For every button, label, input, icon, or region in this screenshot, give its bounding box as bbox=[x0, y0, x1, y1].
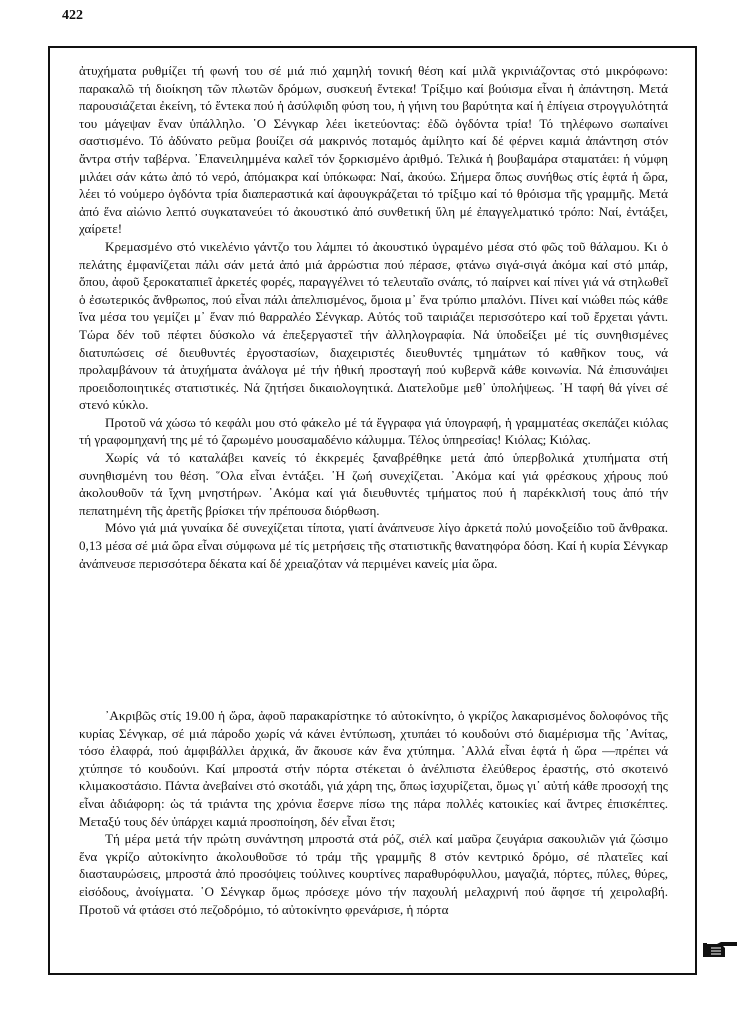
text-section-1 bbox=[79, 62, 668, 572]
paragraph: Χωρίς νά τό καταλάβει κανείς τό ἐκκρεμές ξαναβρέθηκε μετά ἀπό ὑπερβολικά χτυπήματα στή συνηθισμένη του θέση. ῞Ολα εἶναι ἐντάξει. ῾Η ζωή συνεχίζεται. ᾽Ακόμα καί γιά φρέσκους χήρους πού ἀκολουθοῦν τά ἴχνη μνηστήρων. ᾽Ακόμα καί γιά διευθυντές τμήματος πού ἡ παρέκκλισή τους ἀπό τήν πεπατημένη τῆς ἀρετῆς βρίσκει τήν πρέπουσα διόρθωση. bbox=[79, 450, 668, 518]
paragraph: Τή μέρα μετά τήν πρώτη συνάντηση μπροστά στά ρόζ, σιέλ καί μαῦρα ζευγάρια σακουλιῶν γιά ζώσιμο ἕνα γκρίζο αὐτοκίνητο ἀκολουθοῦσε τό τράμ τῆς γραμμῆς 8 στόν κεντρικό δρόμο, σέ πλατεῖες καί διασταυρώσεις, μπροστά ἀπό προσόψεις τούλινες κουρτίνες παραθυρόφυλλου, μαγαζιά, πόρτες, πύλες, θύρες, εἰσόδους, ἀνοίγματα. ῾Ο Σένγκαρ ὅμως πρόσεχε μόνο τήν παχουλή μελαχρινή πού ἄφησε τή χειρολαβή. Προτοῦ νά φτάσει στό πεζοδρόμιο, τό αὐτοκίνητο φρενάρισε, ἡ πόρτα bbox=[79, 831, 668, 917]
paragraph: ἀτυχήματα ρυθμίζει τή φωνή του σέ μιά πιό χαμηλή τονική θέση καί μιλᾶ γκρινιάζοντας στό μικρόφωνο: παρακαλῶ τή διοίκηση τῶν πλωτῶν δρόμων, συσκευή ἕντεκα! Τρίξιμο καί βούισμα εἶναι ἡ ἀπάντηση. Μετά παρουσιάζεται ἐκείνη, τό ἕντεκα πού ἡ ἀσύλφιδη φύση του, ἡ γήινη του βαρύτητα καί ἡ ἐπίγεια στρογγυλότητά του μάγεψαν ἕναν ὑπάλληλο. ῾Ο Σένγκαρ λέει ἱκετεύοντας: ἐδῶ ὀγδόντα τρία! Τό τηλέφωνο σωπαίνει σαστισμένο. Τό ἀδύνατο ρεῦμα βουίζει σά μακρινός ποταμός ἀμίλητο καί δέ φέρνει καμιά ἀπάντηση στόν ἄντρα στήν ταβέρνα. ᾽Επανειλημμένα καλεῖ τόν ξορκισμένο ἀριθμό. Τελικά ἡ βουβαμάρα σταματάει: ἡ νύμφη μιλάει σάν κάτω ἀπό τό νερό, ἀπόμακρα καί ὑπόκωφα: Ναί, ἀκούω. Σήμερα ὅπως συνήθως στίς ἑφτά ἡ ὥρα, λέει τό νούμερο ὀγδόντα τρία διαπεραστικά καί ἀφουγκράζεται τό τρίξιμο καί τό θρόισμα τῆς γραμμῆς. Μετά ἀπό ἕνα αἰώνιο λεπτό συγκατανεύει τό ἀκουστικό ἀπό συνθετική ὕλη μέ ἐπαγγελματικό τρόπο: Ναί, ἐντάξει, χαίρετε! bbox=[79, 63, 668, 237]
paragraph: Κρεμασμένο στό νικελένιο γάντζο του λάμπει τό ἀκουστικό ὑγραμένο μέσα στό φῶς τοῦ θάλαμου. Κι ὁ πελάτης ἐμφανίζεται πάλι σάν μετά ἀπό μιά ἀρρώστια πού πέρασε, φτάνω σιγά-σιγά ἀκόμα καί στό μπάρ, ὅπου, ἀφοῦ ξεροκαταπιεῖ ἀρκετές φορές, παραγγέλνει τό τελευταῖο σνάπς, τό παίρνει καί πίνει γιά νά στηλωθεῖ ὁ ἐσωτερικός ἄνθρωπος, πού εἶναι πάλι ἀπελπισμένος, ὅμοια μ᾽ ἕνα τρύπιο μπαλόνι. Πίνει καί νιώθει πώς κάθε ἴνα μέσα του γεμίζει μ᾽ ἕναν πιό θαρραλέο Σένγκαρ. Αὐτός τοῦ ταιριάζει περισσότερο καί τοῦ ἔρχεται γάντι. Τώρα δέν τοῦ πέφτει δύσκολο νά ἐπεξεργαστεῖ τήν ἀλληλογραφία. Νά ὑποδείξει μέ τίς συνηθισμένες διατυπώσεις σέ διευθυντές ἐργοστασίων, διαχειριστές διευθυντές τμημάτων τό καθῆκον τους, νά προλαμβάνουν τά ἀτυχήματα ἀνάλογα μέ τήν ἠθική προσταγή πού κυβερνᾶ κάθε κοινωνία. Νά ἐπισυνάψει προειδοποιητικές στατιστικές. Νά ζητήσει δικαιολογητικά. Διατελοῦμε μεθ᾽ ὑπολήψεως. ῾Η ταφή θά γίνει σέ στενό κύκλο. bbox=[79, 238, 668, 413]
pointing-hand-icon bbox=[703, 940, 739, 960]
page-number: 422 bbox=[62, 8, 83, 23]
paragraph: Μόνο γιά μιά γυναίκα δέ συνεχίζεται τίποτα, γιατί ἀνάπνευσε λίγο ἀρκετά πολύ μονοξείδιο τοῦ ἄνθρακα. 0,13 μέσα σέ μιά ὥρα εἶναι σύμφωνα μέ τίς μετρήσεις τῆς στατιστικῆς θανατηφόρα δόση. Καί ἡ κυρία Σένγκαρ ἀνάπνευσε περισσότερα δέκατα καί δέ χρειαζόταν νά περιμένει κανείς μία ὥρα. bbox=[79, 520, 668, 571]
text-section-2 bbox=[79, 707, 668, 918]
paragraph: Προτοῦ νά χώσω τό κεφάλι μου στό φάκελο μέ τά ἔγγραφα γιά ὑπογραφή, ἡ γραμματέας σκεπάζει κιόλας τή γραφομηχανή της μέ τό ζαρωμένο μουσαμαδένιο κάλυμμα. Τέλος ὑπηρεσίας! Κιόλας; Κιόλας. bbox=[79, 414, 668, 448]
paragraph: ᾽Ακριβῶς στίς 19.00 ἡ ὥρα, ἀφοῦ παρακαρίστηκε τό αὐτοκίνητο, ὁ γκρίζος λακαρισμένος δολοφόνος τῆς κυρίας Σένγκαρ, σέ μιά πάροδο χωρίς νά κάνει ἐντύπωση, χτυπάει τό κουδούνι στό διαμέρισμα τῆς ᾽Ανίτας, τόσο ἐλαφρά, πού ἀμφιβάλλει ἀρχικά, ἄν ἄκουσε κάν ἕνα χτύπημα. ᾽Αλλά εἶναι ἑφτά ἡ ὥρα —πρέπει νά χτύπησε τό κουδούνι. Καί μπροστά στήν πόρτα στέκεται ὁ ἀνέλπιστα ἐλεύθερος ἐραστής, στό σκοτεινό κλιμακοστάσιο. Πάντα ἀνεβαίνει στό σκοτάδι, γιά χάρη της, ὅπως ἰσχυρίζεται, ὅμως γι᾽ αὐτή κάθε προσοχή της εἶναι ἀδιάφορη: ὡς τά τριάντα της χρόνια ἔσερνε πίσω της πάρα πολλές κατοικίες καί ἄντρες ἐπισκέπτες. Μεταξύ τους δέν ὑπάρχει καμιά προσποίηση, δέν εἶναι ἔτσι; bbox=[79, 708, 668, 829]
